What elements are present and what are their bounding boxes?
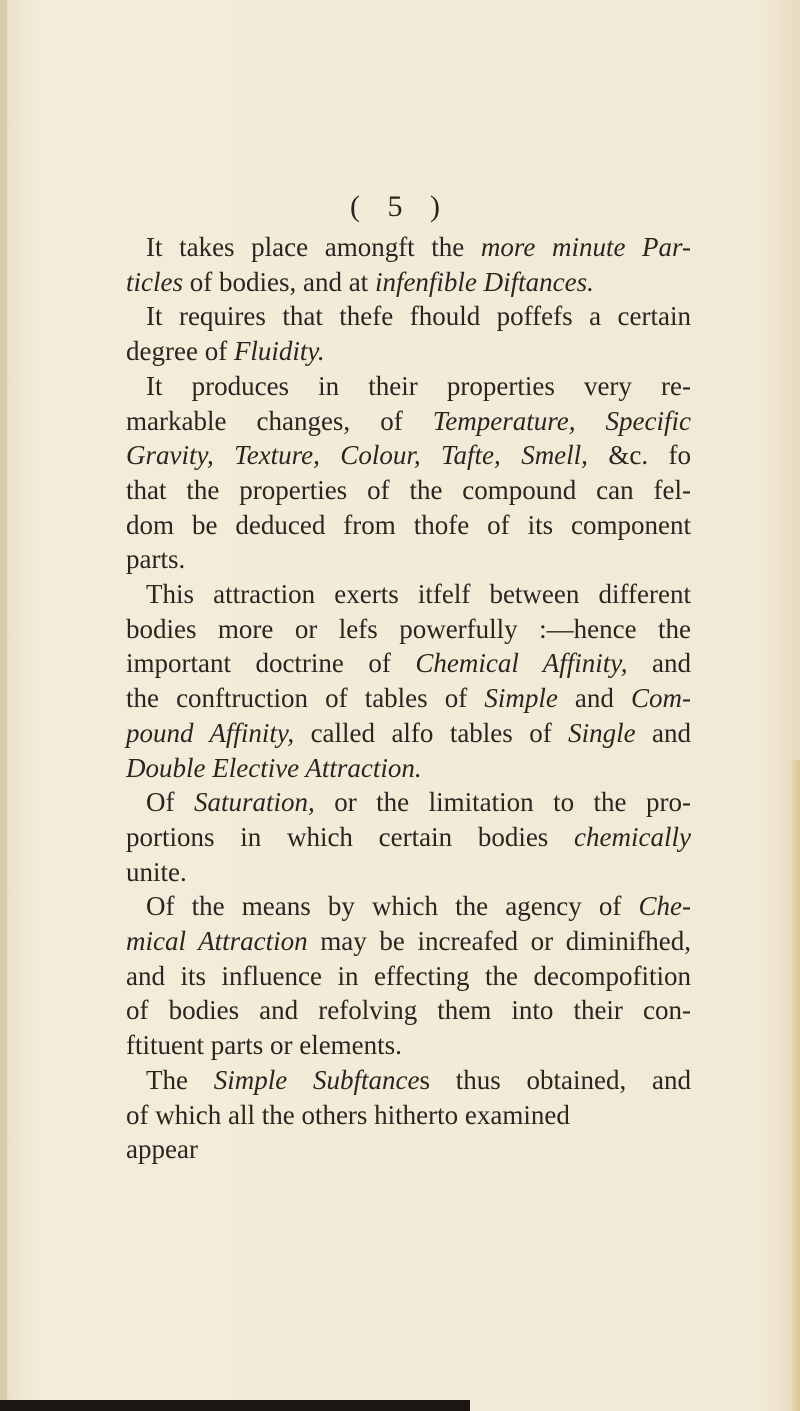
italic-text: infenfible Diftances. [374, 266, 594, 297]
page-bottom-shadow [0, 1400, 470, 1411]
text-run: Of [146, 787, 194, 818]
text-line [126, 646, 691, 681]
paragraph-p2 [126, 299, 691, 368]
italic-text: Temperature, Specific [432, 405, 691, 436]
text-line [126, 438, 691, 473]
body-text [126, 230, 691, 1167]
paragraph-p5 [126, 785, 691, 889]
page-number: ( 5 ) [350, 190, 450, 223]
text-line [126, 577, 691, 612]
text-run: unite. [126, 856, 187, 887]
text-line [126, 612, 691, 647]
text-line [126, 751, 691, 786]
text-run: the conftruction of tables of [126, 683, 485, 714]
text-line [126, 959, 691, 994]
text-line [126, 889, 691, 924]
text-run: called alfo tables of [294, 717, 569, 748]
text-run: and [627, 648, 691, 679]
text-run: markable changes, of [126, 405, 433, 436]
text-line [126, 265, 691, 300]
text-run: and its influence in effecting the decompofition [126, 960, 691, 991]
text-line [126, 473, 691, 508]
text-run: and [635, 717, 691, 748]
text-line [126, 681, 691, 716]
italic-text: Single [568, 717, 636, 748]
catchword: appear [126, 1134, 198, 1165]
text-line [126, 230, 691, 265]
italic-text: pound Affinity, [126, 717, 295, 748]
text-run: It takes place amongft the [146, 232, 481, 262]
text-line [126, 299, 691, 334]
text-run: of bodies, and at [182, 266, 375, 297]
text-run: degree of [126, 336, 234, 367]
italic-text: more minute Par- [480, 232, 691, 262]
italic-text: ticles [126, 266, 183, 297]
text-line [126, 716, 691, 751]
text-run: The [146, 1064, 214, 1095]
text-run: or the limitation to the pro- [314, 787, 691, 818]
text-run: of which all the others hitherto examined [126, 1099, 570, 1130]
text-line [126, 1028, 691, 1063]
text-line [126, 334, 691, 369]
italic-text: Saturation, [193, 787, 315, 818]
text-run: and [557, 683, 632, 714]
text-run: &c. fo [587, 440, 691, 471]
text-run: may be increafed or diminifhed, [307, 926, 691, 957]
italic-text: Double Elective Attraction. [126, 752, 422, 783]
text-run: It produces in their properties very re- [146, 370, 691, 401]
text-run: It requires that thefe fhould poffefs a certain [146, 301, 691, 332]
page-right-edge-stain [790, 760, 800, 1411]
italic-text: Simple Subftance [213, 1064, 420, 1095]
text-run: parts. [126, 544, 186, 575]
text-line [126, 785, 691, 820]
paragraph-p1 [126, 230, 691, 299]
text-run: bodies more or lefs powerfully :—hence the [126, 613, 691, 644]
text-run: Of the means by which the agency of [146, 891, 639, 922]
text-run: This attraction exerts itfelf between different [146, 579, 691, 610]
italic-text: Gravity, Texture, Colour, Tafte, Smell, [126, 440, 588, 471]
italic-text: Che- [638, 891, 691, 922]
italic-text: Simple [484, 683, 558, 714]
text-run: dom be deduced from thofe of its component [126, 509, 691, 540]
italic-text: mical Attraction [126, 926, 308, 957]
paragraph-p3 [126, 369, 691, 577]
italic-text: chemically [574, 821, 691, 852]
paragraph-p4 [126, 577, 691, 785]
text-line [126, 855, 691, 890]
italic-text: Com- [631, 683, 692, 714]
italic-text: Chemical Affinity, [415, 648, 628, 679]
text-run: that the properties of the compound can fel- [126, 474, 691, 505]
text-line [126, 508, 691, 543]
text-line [126, 1063, 691, 1098]
text-line [126, 542, 691, 577]
italic-text: Fluidity. [233, 336, 325, 367]
text-line [126, 1098, 691, 1133]
text-line [126, 820, 691, 855]
paragraph-p6 [126, 889, 691, 1063]
text-run: s thus obtained, and [419, 1064, 691, 1095]
text-run: portions in which certain bodies [126, 821, 575, 852]
text-line [126, 369, 691, 404]
text-line [126, 924, 691, 959]
text-run: important doctrine of [126, 648, 416, 679]
paragraph-p7 [126, 1063, 691, 1132]
text-line [126, 993, 691, 1028]
text-run: ftituent parts or elements. [126, 1030, 402, 1061]
text-run: of bodies and refolving them into their con- [126, 995, 691, 1026]
text-line [126, 404, 691, 439]
